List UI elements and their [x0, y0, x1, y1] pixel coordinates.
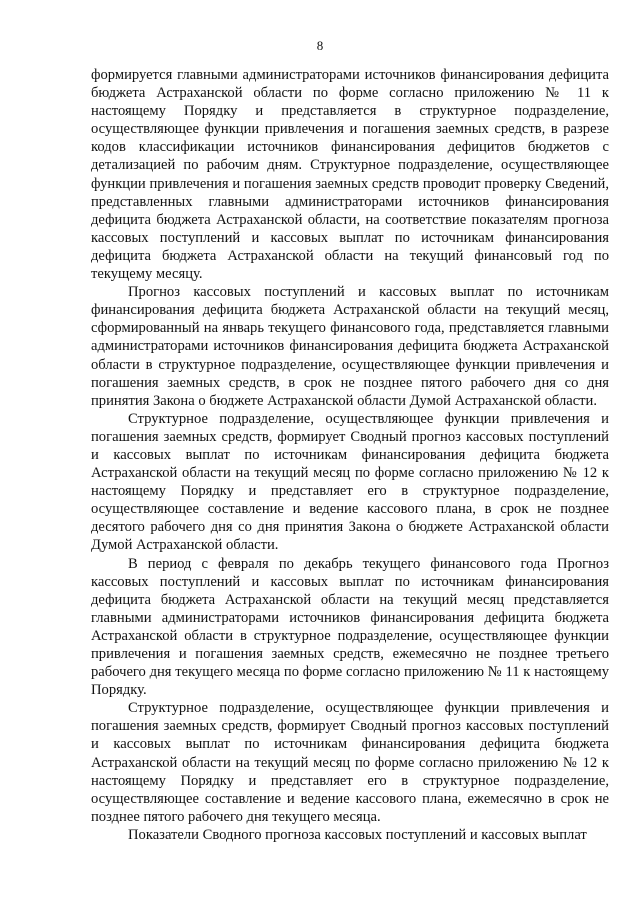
- paragraph-truncated: Показатели Сводного прогноза кассовых поступлений и кассовых выплат: [128, 826, 587, 843]
- paragraph: Структурное подразделение, осуществляющее функции привлечения и погашения заемных средств, формирует Сводный прогноз кассовых поступлений и кассовых выплат по источникам финансирования дефицита бюджета Астраханской области на текущий месяц по форме согласно приложению № 12 к настоящему Порядку и представляет его в структурное подразделение, осуществляющее составление и ведение кассового плана, в срок не позднее десятого рабочего дня со дня принятия Закона о бюджете Астраханской области Думой Астраханской области.: [91, 410, 609, 554]
- page-number: 8: [316, 38, 324, 53]
- paragraph-continuation: формируется главными администраторами источников финансирования дефицита бюджета Астраханской области по форме согласно приложению № 11 к настоящему Порядку и представляется в структурное подразделение, осуществляющее функции привлечения и погашения заемных средств, в разрезе кодов классификации источников финансирования дефицитов бюджетов с детализацией по рабочим дням. Структурное подразделение, осуществляющее функции привлечения и погашения заемных средств проводит проверку Сведений, представленных главными администраторами источников финансирования дефицита бюджета Астраханской области, на соответствие показателям прогноза кассовых поступлений и кассовых выплат по источникам финансирования дефицита бюджета Астраханской области на текущий финансовый год по текущему месяцу.: [91, 67, 609, 283]
- paragraph: В период с февраля по декабрь текущего финансового года Прогноз кассовых поступлений и кассовых выплат по источникам финансирования дефицита бюджета Астраханской области на текущий месяц представляется главными администраторами источников финансирования дефицита бюджета Астраханской области в структурное подразделение, осуществляющее функции привлечения и погашения заемных средств, ежемесячно не позднее третьего рабочего дня текущего месяца по форме согласно приложению № 11 к настоящему Порядку.: [91, 555, 609, 699]
- document-body: [91, 66, 609, 844]
- paragraph: Структурное подразделение, осуществляющее функции привлечения и погашения заемных средств, формирует Сводный прогноз кассовых поступлений и кассовых выплат по источникам финансирования дефицита бюджета Астраханской области на текущий месяц по форме согласно приложению № 12 к настоящему Порядку и представляет его в структурное подразделение, осуществляющее составление и ведение кассового плана, ежемесячно в срок не позднее пятого рабочего дня текущего месяца.: [91, 700, 609, 825]
- paragraph: Прогноз кассовых поступлений и кассовых выплат по источникам финансирования дефицита бюджета Астраханской области на текущий месяц, сформированный на январь текущего финансового года, представляется главными администраторами источников финансирования дефицита бюджета Астраханской области в структурное подразделение, осуществляющее функции привлечения и погашения заемных средств, в срок не позднее пятого рабочего дня со дня принятия Закона о бюджете Астраханской области Думой Астраханской области.: [91, 284, 609, 409]
